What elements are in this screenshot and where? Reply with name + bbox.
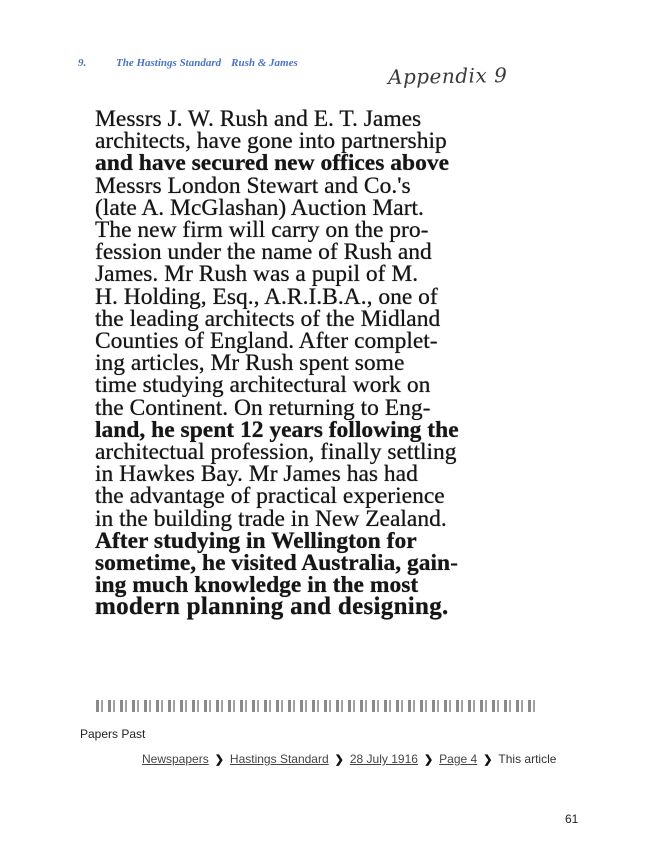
chevron-right-icon: ❯ bbox=[483, 753, 493, 766]
clipping-line: the Continent. On returning to Eng- bbox=[95, 394, 431, 421]
breadcrumb-hastings-standard[interactable]: Hastings Standard bbox=[229, 752, 329, 766]
chevron-right-icon: ❯ bbox=[334, 753, 344, 766]
clipping-line: H. Holding, Esq., A.R.I.B.A., one of bbox=[95, 283, 438, 310]
document-header bbox=[78, 57, 298, 69]
clipping-line: land, he spent 12 years following the bbox=[95, 416, 459, 443]
clipping-line: the leading architects of the Midland bbox=[95, 305, 441, 332]
section-number: 9. bbox=[78, 57, 87, 69]
clipping-line: ing much knowledge in the most bbox=[95, 572, 419, 599]
clipping-line: and have secured new offices above bbox=[95, 150, 450, 177]
clipping-line: James. Mr Rush was a pupil of M. bbox=[95, 261, 419, 288]
clipping-line: The new firm will carry on the pro- bbox=[95, 217, 429, 244]
clipping-line: in the building trade in New Zealand. bbox=[95, 505, 447, 532]
newspaper-clipping bbox=[95, 108, 557, 619]
source-label: Papers Past bbox=[80, 727, 146, 741]
clipping-line: fession under the name of Rush and bbox=[95, 239, 432, 266]
clipping-line: Messrs J. W. Rush and E. T. James bbox=[95, 106, 422, 132]
clipping-line: ing articles, Mr Rush spent some bbox=[95, 350, 405, 377]
breadcrumb-date[interactable]: 28 July 1916 bbox=[349, 752, 418, 766]
clipping-line: sometime, he visited Australia, gain- bbox=[95, 550, 458, 577]
clipping-line: Messrs London Stewart and Co.'s bbox=[95, 172, 411, 199]
breadcrumb-newspapers[interactable]: Newspapers bbox=[142, 752, 209, 766]
clipping-line: architects, have gone into partnership bbox=[95, 128, 447, 155]
article-subject: Rush & James bbox=[231, 57, 298, 69]
clipping-line: (late A. McGlashan) Auction Mart. bbox=[95, 194, 424, 221]
clipping-line: modern planning and designing. bbox=[95, 593, 449, 621]
clipping-line: time studying architectural work on bbox=[95, 372, 431, 399]
page-number: 61 bbox=[565, 812, 579, 826]
clipping-line: in Hawkes Bay. Mr James has had bbox=[95, 461, 418, 488]
publication-name: The Hastings Standard bbox=[116, 57, 222, 69]
clipping-line: After studying in Wellington for bbox=[95, 527, 417, 554]
chevron-right-icon: ❯ bbox=[423, 753, 434, 766]
breadcrumb bbox=[142, 752, 556, 766]
breadcrumb-current: This article bbox=[498, 752, 557, 766]
clipping-line: Counties of England. After complet- bbox=[95, 328, 438, 355]
clipping-line: architectual profession, finally settling bbox=[95, 439, 457, 466]
chevron-right-icon: ❯ bbox=[214, 753, 224, 766]
scan-artifact bbox=[96, 700, 538, 712]
clipping-line: the advantage of practical experience bbox=[95, 483, 445, 510]
handwritten-appendix-note: Appendix 9 bbox=[387, 62, 508, 90]
breadcrumb-page[interactable]: Page 4 bbox=[439, 752, 478, 766]
